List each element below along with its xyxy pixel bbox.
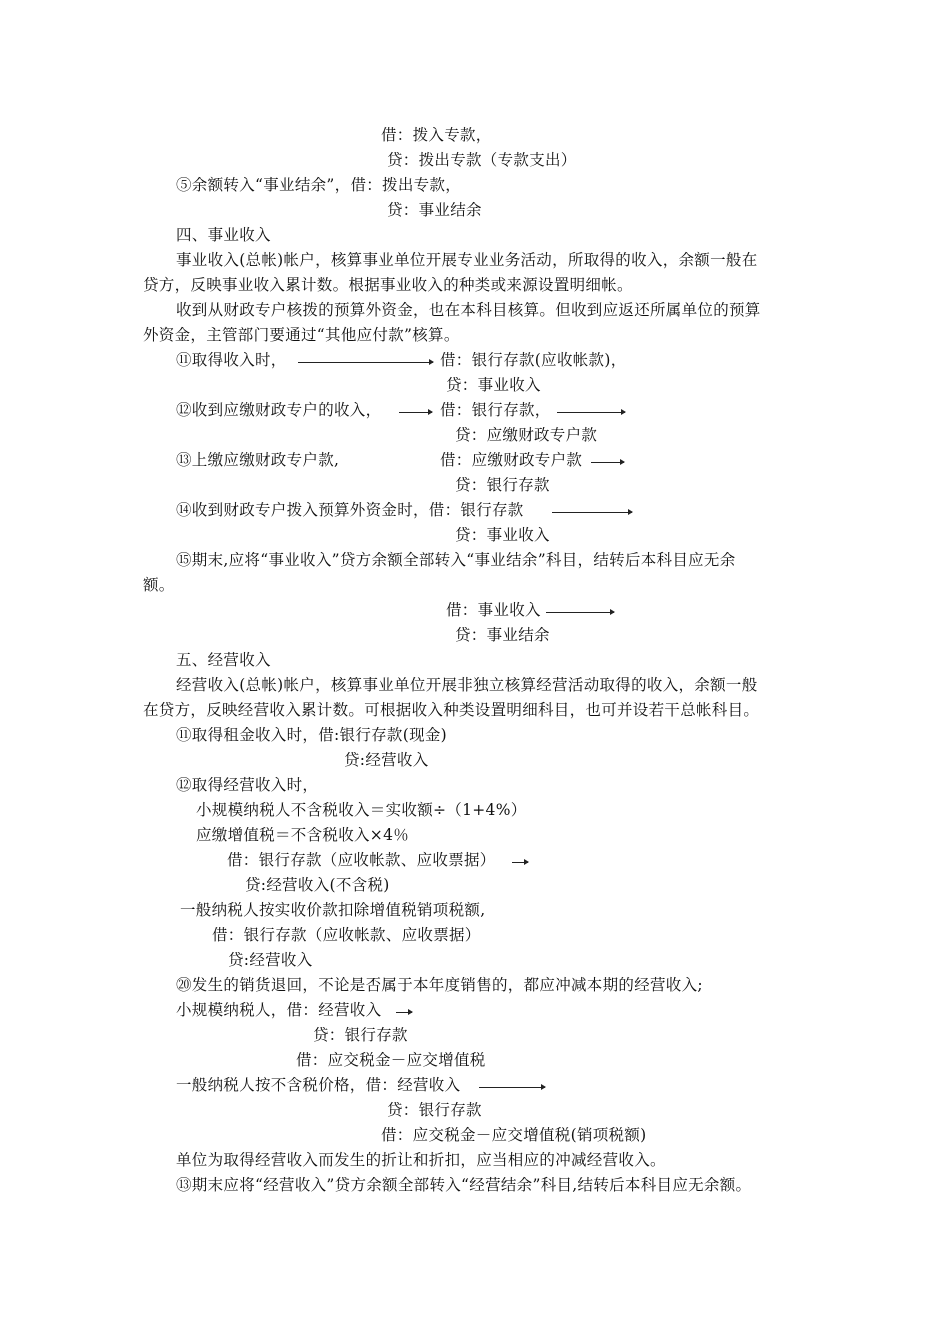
text-line: 应缴增值税＝不含税收入×4％: [196, 826, 410, 844]
arrow-icon: [399, 412, 432, 413]
paragraph-line: 事业收入(总帐)帐户，核算事业单位开展专业业务活动，所取得的收入，余额一般在: [176, 251, 758, 269]
paragraph-line: ⑬期末应将“经营收入”贷方余额全部转入“经营结余”科目,结转后本科目应无余额。: [176, 1176, 752, 1194]
arrow-icon: [396, 1012, 412, 1013]
text-line: 借：银行存款，: [440, 401, 551, 419]
text-line: 贷：事业收入: [455, 526, 550, 544]
paragraph-line: 单位为取得经营收入而发生的折让和折扣，应当相应的冲减经营收入。: [176, 1151, 666, 1169]
arrow-icon: [591, 462, 624, 463]
text-line: 贷:经营收入: [228, 951, 313, 969]
text-line: ⑫收到应缴财政专户的收入，: [176, 401, 382, 419]
paragraph-line: ⑮期末,应将“事业收入”贷方余额全部转入“事业结余”科目，结转后本科目应无余: [176, 551, 736, 569]
section-heading: 四、事业收入: [176, 226, 271, 244]
text-line: 一般纳税人按不含税价格，借：经营收入: [176, 1076, 461, 1094]
text-line: ⑳发生的销货退回，不论是否属于本年度销售的，都应冲减本期的经营收入;: [176, 976, 703, 994]
arrow-icon: [298, 362, 433, 363]
text-line: 贷：银行存款: [455, 476, 550, 494]
text-line: ⑫取得经营收入时，: [176, 776, 319, 794]
arrow-icon: [557, 412, 625, 413]
text-line: 贷:经营收入: [344, 751, 429, 769]
text-line: ⑤余额转入“事业结余”，借：拨出专款，: [176, 176, 462, 194]
text-line: ⑭收到财政专户拨入预算外资金时，借：银行存款: [176, 501, 524, 519]
arrow-icon: [546, 612, 614, 613]
text-line: 一般纳税人按实收价款扣除增值税销项税额,: [180, 901, 486, 919]
text-line: 小规模纳税人不含税收入＝实收额÷（1+4%）: [196, 801, 527, 819]
text-line: 贷：事业结余: [455, 626, 550, 644]
text-line: 贷：应缴财政专户款: [455, 426, 598, 444]
text-line: 借：应交税金－应交增值税(销项税额): [381, 1126, 647, 1144]
paragraph-line: 外资金，主管部门要通过“其他应付款”核算。: [143, 326, 460, 344]
paragraph-line: 收到从财政专户核拨的预算外资金，也在本科目核算。但收到应返还所属单位的预算: [176, 301, 761, 319]
text-line: 贷:经营收入(不含税): [245, 876, 390, 894]
text-line: ⑬上缴应缴财政专户款,: [176, 451, 340, 469]
arrow-icon: [512, 862, 528, 863]
text-line: 借：拨入专款，: [381, 126, 492, 144]
text-line: 借：应交税金－应交增值税: [296, 1051, 486, 1069]
text-line: 借：应缴财政专户款: [440, 451, 583, 469]
text-line: 借：银行存款（应收帐款、应收票据）: [227, 851, 496, 869]
arrow-icon: [552, 512, 632, 513]
paragraph-line: 贷方，反映事业收入累计数。根据事业收入的种类或来源设置明细帐。: [143, 276, 633, 294]
text-line: 小规模纳税人，借：经营收入: [176, 1001, 382, 1019]
text-line: 贷：事业结余: [387, 201, 482, 219]
paragraph-line: 额。: [143, 576, 175, 594]
text-line: 贷：银行存款: [313, 1026, 408, 1044]
text-line: 贷：银行存款: [387, 1101, 482, 1119]
text-line: 借：银行存款（应收帐款、应收票据）: [212, 926, 481, 944]
arrow-icon: [479, 1087, 545, 1088]
text-line: 贷：事业收入: [446, 376, 541, 394]
text-line: 借：事业收入: [446, 601, 541, 619]
paragraph-line: 经营收入(总帐)帐户，核算事业单位开展非独立核算经营活动取得的收入，余额一般: [176, 676, 758, 694]
paragraph-line: 在贷方，反映经营收入累计数。可根据收入种类设置明细科目，也可并设若干总帐科目。: [143, 701, 760, 719]
text-line: 借：银行存款(应收帐款)，: [440, 351, 627, 369]
text-line: ⑪取得收入时，: [176, 351, 287, 369]
section-heading: 五、经营收入: [176, 651, 271, 669]
text-line: ⑪取得租金收入时，借:银行存款(现金): [176, 726, 448, 744]
text-line: 贷：拨出专款（专款支出）: [387, 151, 577, 169]
